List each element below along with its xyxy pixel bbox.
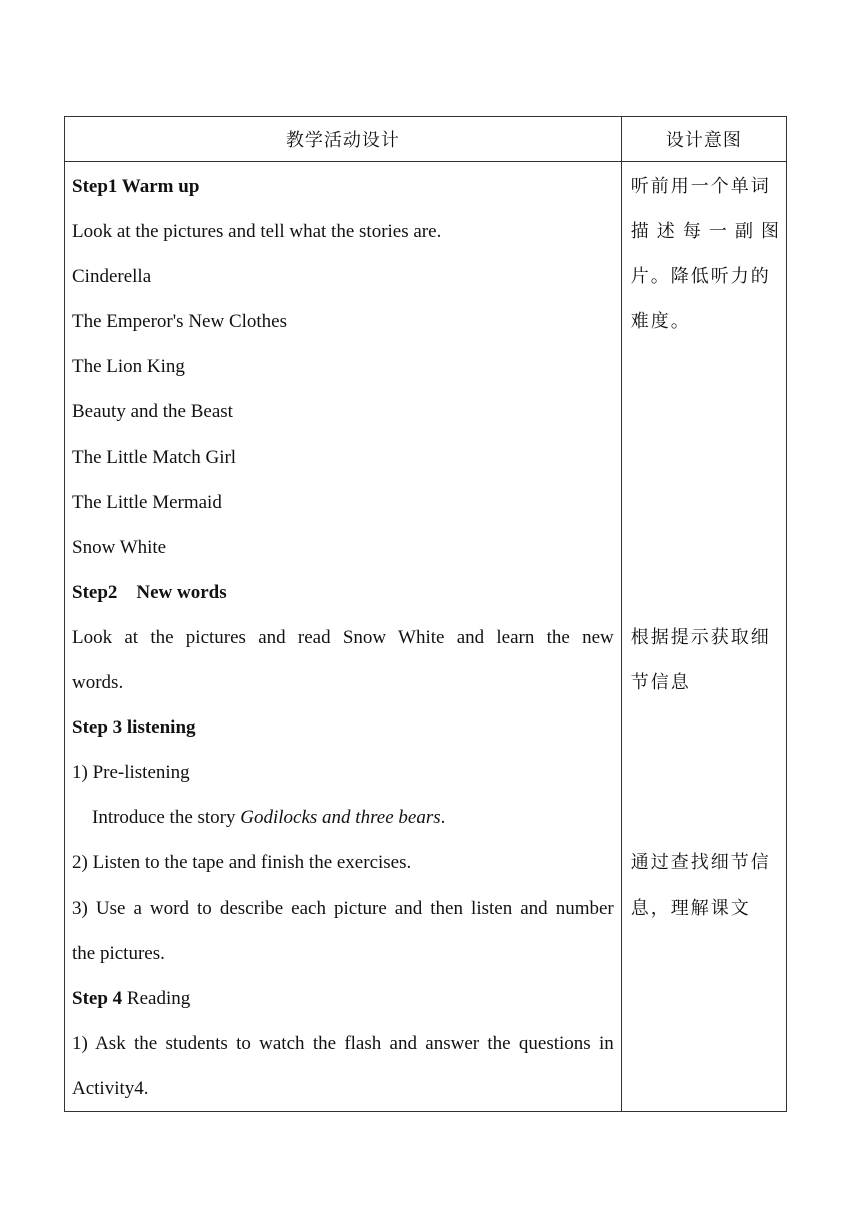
step3-intro — [72, 795, 614, 840]
story-item: The Emperor's New Clothes — [72, 311, 288, 333]
step3-title: Step 3 listening — [72, 717, 196, 739]
lesson-plan-table — [64, 116, 787, 1112]
intent-note-line: 息，理解课文 — [630, 897, 751, 919]
header-design-intent: 设计意图 — [621, 117, 786, 162]
step3-item-listen: 2) Listen to the tape and finish the exercises. — [72, 852, 412, 874]
intent-note-line: 听前用一个单词 — [630, 176, 771, 197]
table-body-row — [65, 162, 787, 1112]
intent-note-line: 节信息 — [630, 672, 691, 694]
step2-text-line2: words. — [72, 672, 124, 694]
step4-title-bold: Step 4 — [72, 987, 123, 1009]
step4-item1-line2: Activity4. — [72, 1077, 149, 1099]
story-item: The Little Mermaid — [72, 491, 222, 513]
table-header-row — [65, 117, 787, 162]
step2-text-line1: Look at the pictures and read Snow White and learn the new — [72, 626, 614, 648]
story-item: Cinderella — [72, 266, 152, 288]
step3-intro-suffix: . — [440, 807, 446, 829]
intent-note-line: 片。降低听力的 — [630, 266, 771, 288]
step3-item-describe-line2: the pictures. — [72, 942, 165, 964]
intent-note-line: 根据提示获取细 — [630, 626, 771, 648]
story-item: Beauty and the Beast — [72, 401, 233, 423]
story-item: The Lion King — [72, 356, 185, 378]
header-teaching-activities: 教学活动设计 — [65, 117, 622, 162]
teaching-activities-cell — [65, 162, 622, 1112]
step1-title: Step1 Warm up — [72, 176, 200, 197]
step3-item-pre-listening: 1) Pre-listening — [72, 762, 190, 784]
intent-note-line: 通过查找细节信 — [630, 852, 771, 874]
step4-title-rest: Reading — [122, 987, 191, 1009]
story-item: The Little Match Girl — [72, 446, 237, 468]
step3-intro-prefix: Introduce the story — [92, 807, 241, 829]
step3-item-describe-line1: 3) Use a word to describe each picture and then listen and number — [72, 897, 614, 919]
step4-title — [72, 976, 614, 1021]
design-intent-cell — [621, 162, 786, 1112]
step2-title: Step2 New words — [72, 581, 227, 603]
intent-note-line: 难度。 — [630, 311, 691, 333]
intent-note-line: 描述每一副图 — [630, 221, 779, 243]
story-item: Snow White — [72, 536, 167, 558]
step4-item1-line1: 1) Ask the students to watch the flash and answer the questions in — [72, 1032, 614, 1054]
step1-instruction: Look at the pictures and tell what the stories are. — [72, 221, 442, 243]
story-title: Godilocks and three bears — [240, 807, 441, 829]
